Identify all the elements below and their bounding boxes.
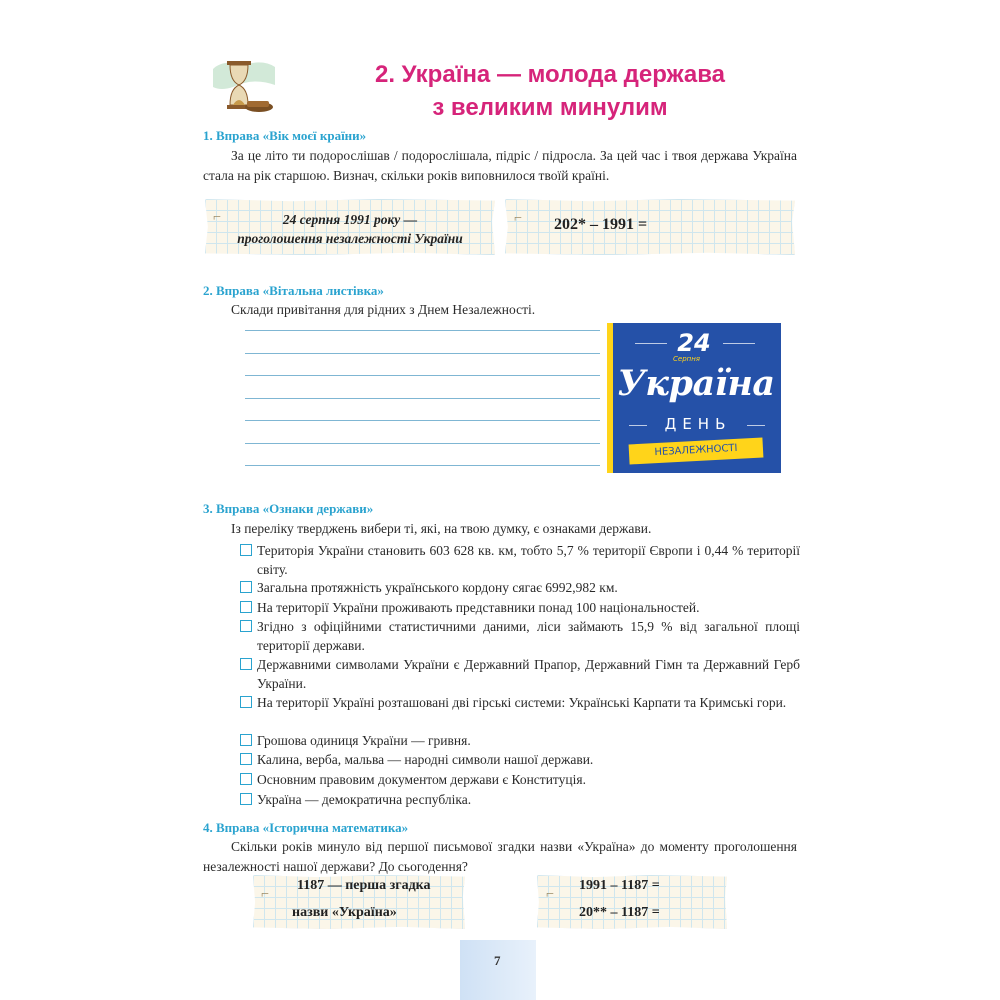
- poster-rule: [723, 343, 755, 344]
- page-title: [300, 58, 800, 124]
- poster-month: Серпня: [673, 355, 701, 363]
- writing-line[interactable]: [245, 375, 600, 376]
- page-number-box: [460, 940, 536, 1000]
- exercise-1-text: [203, 146, 797, 186]
- note-first-mention-line-2: назви «Україна»: [292, 905, 397, 920]
- exercise-4-text-content: Скільки років минуло від першої письмової згадки назви «Україна» до моменту проголошення незалежності нашої держави? До сьогодення?: [203, 839, 797, 874]
- checklist-item-text: Грошова одиниця України — гривня.: [257, 733, 471, 748]
- checklist-item[interactable]: [240, 770, 800, 789]
- exercise-1-heading: 1. Вправа «Вік моєї країни»: [203, 128, 367, 143]
- checkbox[interactable]: [240, 658, 252, 670]
- age-equation: 202* – 1991 =: [554, 216, 648, 233]
- writing-line[interactable]: [245, 353, 600, 354]
- checkbox[interactable]: [240, 696, 252, 708]
- exercise-3-text-content: Із переліку тверджень вибери ті, які, на твою думку, є ознаками держави.: [231, 521, 652, 536]
- checklist-item[interactable]: [240, 578, 800, 597]
- page-number: 7: [494, 953, 501, 968]
- checklist-item[interactable]: [240, 693, 800, 712]
- note-card-equation: [505, 199, 795, 255]
- checkbox[interactable]: [240, 793, 252, 805]
- note-first-mention-line-1: 1187 — перша згадка: [297, 878, 431, 893]
- checklist-item-text: На території України проживають представники понад 100 національностей.: [257, 600, 700, 615]
- checklist-item[interactable]: [240, 750, 800, 769]
- checkbox[interactable]: [240, 753, 252, 765]
- checkbox[interactable]: [240, 544, 252, 556]
- exercise-2-text: [203, 300, 797, 320]
- curl-icon: ⌐: [261, 887, 269, 902]
- poster-number: 24: [677, 329, 711, 357]
- checklist-item[interactable]: [240, 655, 800, 693]
- writing-line[interactable]: [245, 420, 600, 421]
- poster-rule: [747, 425, 765, 426]
- checklist-item[interactable]: [240, 731, 800, 750]
- checklist-item[interactable]: [240, 617, 800, 655]
- exercise-2-heading: 2. Вправа «Вітальна листівка»: [203, 283, 384, 298]
- writing-line[interactable]: [245, 398, 600, 399]
- checkbox[interactable]: [240, 773, 252, 785]
- checklist-item[interactable]: [240, 790, 800, 809]
- exercise-2-text-content: Склади привітання для рідних з Днем Незалежності.: [231, 302, 536, 317]
- writing-line[interactable]: [245, 465, 600, 466]
- writing-line[interactable]: [245, 330, 600, 331]
- checkbox[interactable]: [240, 581, 252, 593]
- checklist-item-text: Згідно з офіційними статистичними даними, ліси займають 15,9 % від загальної площі території держави.: [257, 619, 800, 653]
- checklist-item-text: Територія України становить 603 628 кв. км, тобто 5,7 % території Європи і 0,44 % території світу.: [257, 543, 800, 577]
- note-date-line-1: 24 серпня 1991 року —: [282, 212, 418, 227]
- checkbox[interactable]: [240, 620, 252, 632]
- exercise-1-text-content: За це літо ти подорослішав / подорослішала, підріс / підросла. За цей час і твоя держава Україна стала на рік старшою. Визнач, скільки років виповнилося твоїй країні.: [203, 148, 797, 183]
- checklist-item-text: Основним правовим документом держави є Конституція.: [257, 772, 586, 787]
- checklist-item-text: Україна — демократична республіка.: [257, 792, 472, 807]
- checklist-item-text: Загальна протяжність українського кордону сягає 6992,982 км.: [257, 580, 618, 595]
- poster-word: Україна: [617, 363, 775, 404]
- poster-ribbon: НЕЗАЛЕЖНОСТІ: [629, 438, 764, 465]
- curl-icon: ⌐: [546, 887, 554, 902]
- checklist-item[interactable]: [240, 598, 800, 617]
- equation-independence: 1991 – 1187 =: [579, 878, 660, 893]
- curl-icon: ⌐: [213, 210, 221, 225]
- checkbox[interactable]: [240, 601, 252, 613]
- note-date-line-2: проголошення незалежності України: [237, 231, 463, 246]
- exercise-4-heading: 4. Вправа «Історична математика»: [203, 820, 409, 835]
- checklist-item-text: Державними символами України є Державний Прапор, Державний Гімн та Державний Герб України.: [257, 657, 800, 691]
- curl-icon: ⌐: [514, 211, 522, 226]
- poster-rule: [635, 343, 667, 344]
- exercise-3-heading: 3. Вправа «Ознаки держави»: [203, 501, 374, 516]
- writing-lines[interactable]: [245, 330, 600, 488]
- poster-den: ДЕНЬ: [664, 415, 732, 433]
- checklist-item[interactable]: [240, 541, 800, 579]
- title-line-1: 2. Україна — молода держава: [374, 61, 726, 88]
- exercise-4-text: [203, 837, 797, 877]
- hourglass-icon: [213, 57, 275, 115]
- exercise-3-text: [203, 519, 797, 539]
- checklist-item-text: Калина, верба, мальва — народні символи нашої держави.: [257, 752, 594, 767]
- checklist-item-text: На території Україні розташовані дві гірські системи: Українські Карпати та Кримські гори.: [257, 695, 787, 710]
- writing-line[interactable]: [245, 443, 600, 444]
- independence-day-poster: [607, 323, 781, 473]
- checkbox[interactable]: [240, 734, 252, 746]
- equation-today: 20** – 1187 =: [579, 905, 660, 920]
- title-line-2: з великим минулим: [432, 94, 668, 121]
